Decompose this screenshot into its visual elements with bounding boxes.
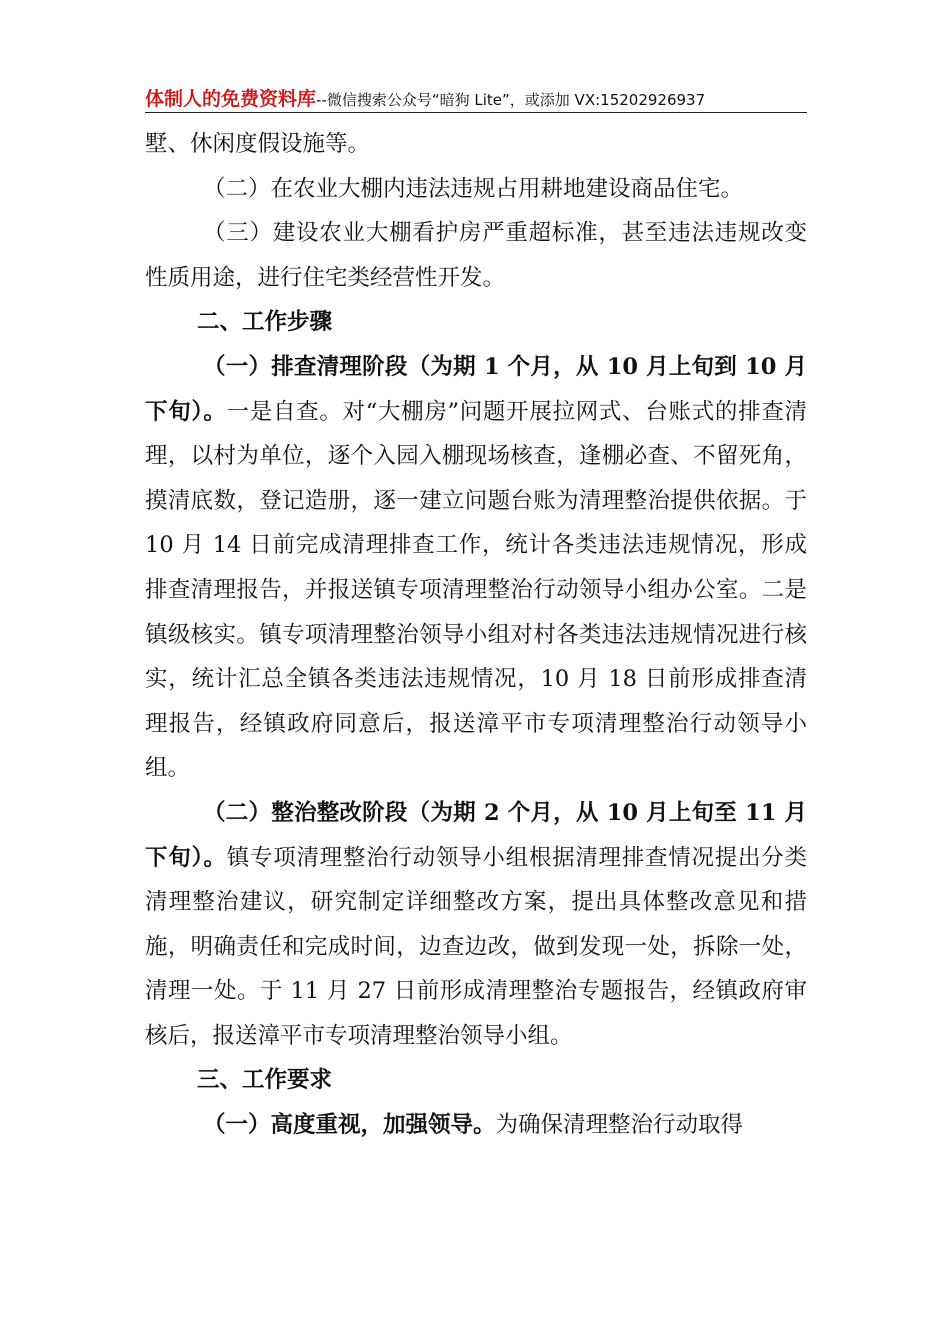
paragraph-step-2 [145, 791, 807, 1059]
requirement-1-text: 为确保清理整治行动取得 [495, 1112, 744, 1139]
page-header [145, 84, 807, 113]
paragraph-item-2: （二）在农业大棚内违法违规占用耕地建设商品住宅。 [203, 175, 744, 202]
paragraph-step-1 [145, 345, 807, 791]
paragraph-item-3: （三）建设农业大棚看护房严重超标准，甚至违法违规改变性质用途，进行住宅类经营性开发。 [145, 220, 807, 291]
section-heading-steps: 二、工作步骤 [197, 309, 333, 336]
step-1-text: 一是自查。对“大棚房”问题开展拉网式、台账式的排查清理，以村为单位，逐个入园入棚现场核查，逢棚必查、不留死角，摸清底数，登记造册，逐一建立问题台账为清理整治提供依据。于 10 月 14 日前完成清理排查工作，统计各类违法违规情况，形成排查清理报告，并报送镇专项清理整治行动领导小组办公室。二是镇级核实。镇专项清理整治领导小组对村各类违法违规情况进行核实，统计汇总全镇各类违法违规情况，10 月 18 日前形成排查清理报告，经镇政府同意后，报送漳平市专项清理整治行动领导小组。 [145, 398, 807, 782]
document-body [145, 122, 807, 1148]
paragraph-continued: 墅、休闲度假设施等。 [145, 131, 371, 157]
step-1-lead: （一）排查清理阶段（为期 1 个月，从 10 月上旬到 10 月下旬）。 [145, 353, 807, 425]
requirement-1-lead: （一）高度重视，加强领导。 [203, 1112, 496, 1139]
step-2-text: 镇专项清理整治行动领导小组根据清理排查情况提出分类清理整治建议，研究制定详细整改方案，提出具体整改意见和措施，明确责任和完成时间，边查边改，做到发现一处，拆除一处，清理一处。于 11 月 27 日前形成清理整治专题报告，经镇政府审核后，报送漳平市专项清理整治领导小组。 [145, 844, 807, 1049]
section-heading-requirements: 三、工作要求 [197, 1067, 333, 1094]
header-contact: --微信搜索公众号“暗狗 Lite”，或添加 VX:15202926937 [316, 91, 706, 109]
step-2-lead: （二）整治整改阶段（为期 2 个月，从 10 月上旬至 11 月下旬）。 [145, 799, 807, 871]
header-brand: 体制人的免费资料库 [145, 88, 317, 110]
paragraph-requirement-1 [145, 1103, 807, 1148]
